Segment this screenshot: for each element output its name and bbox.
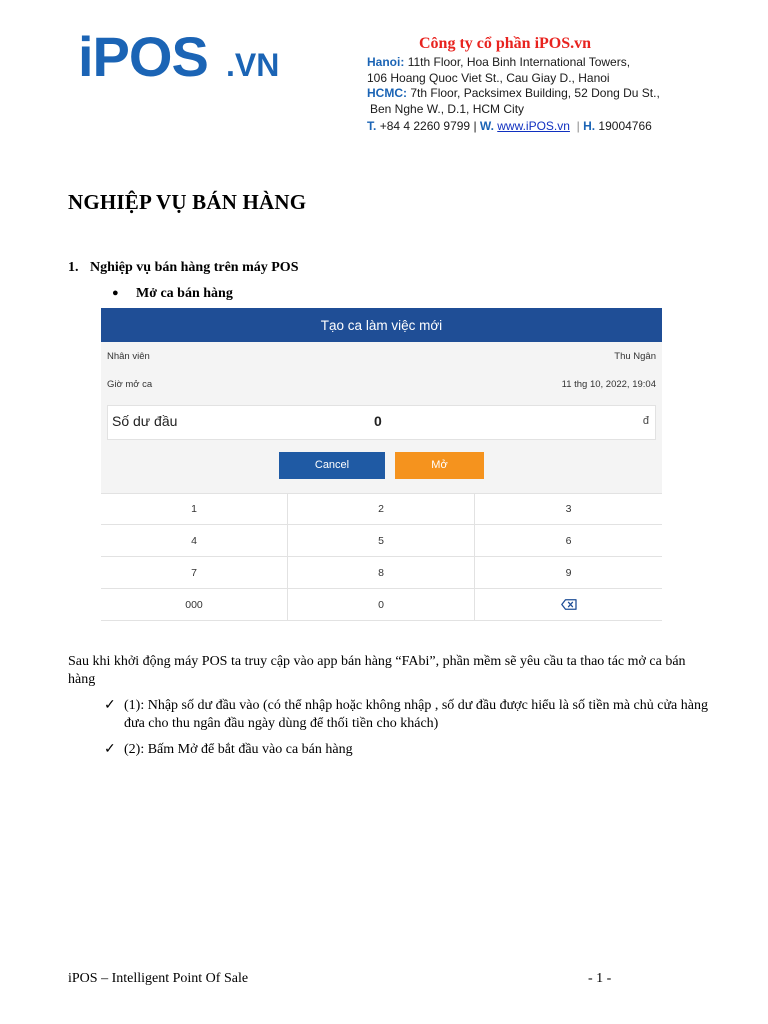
currency-symbol: đ bbox=[642, 415, 649, 427]
section-1-heading: 1. Nghiệp vụ bán hàng trên máy POS bbox=[68, 260, 299, 275]
company-name: Công ty cổ phần iPOS.vn bbox=[419, 35, 592, 52]
keypad-key-000[interactable]: 000 bbox=[101, 589, 288, 621]
open-shift-button[interactable]: Mở bbox=[395, 452, 484, 479]
keypad-key-4[interactable]: 4 bbox=[101, 525, 288, 557]
phone-number: +84 4 2260 9799 bbox=[379, 119, 471, 134]
website-link[interactable]: www.iPOS.vn bbox=[497, 119, 570, 134]
checklist-item-1: ✓ (1): Nhập số dư đầu vào (có thể nhập hoặc không nhập , số dư đầu được hiểu là số tiền mà chủ cửa hàng đưa cho thu ngân đầu ngày dùng để thối tiền cho khách) bbox=[104, 698, 708, 731]
keypad-backspace[interactable] bbox=[475, 589, 662, 621]
checklist-item-2: ✓ (2): Bấm Mở để bắt đầu vào ca bán hàng bbox=[104, 742, 353, 757]
page-number: - 1 - bbox=[588, 971, 612, 986]
staff-label: Nhân viên bbox=[107, 351, 150, 362]
checkmark-icon: ✓ bbox=[104, 698, 116, 713]
checkmark-icon: ✓ bbox=[104, 742, 116, 757]
opening-balance-field[interactable] bbox=[107, 405, 656, 440]
keypad-key-0[interactable]: 0 bbox=[288, 589, 475, 621]
pos-new-shift-screen bbox=[101, 308, 662, 620]
staff-row bbox=[107, 351, 656, 362]
keypad-key-1[interactable]: 1 bbox=[101, 494, 288, 525]
company-info bbox=[367, 34, 707, 135]
keypad-key-3[interactable]: 3 bbox=[475, 494, 662, 525]
staff-value: Thu Ngân bbox=[614, 351, 656, 362]
keypad-key-6[interactable]: 6 bbox=[475, 525, 662, 557]
hcmc-address-line1: HCMC: 7th Floor, Packsimex Building, 52 Dong Du St., bbox=[367, 86, 660, 101]
svg-text:iPOS: iPOS bbox=[78, 33, 208, 81]
footer-text: iPOS – Intelligent Point Of Sale bbox=[68, 971, 249, 986]
open-time-label: Giờ mở ca bbox=[107, 379, 153, 390]
keypad-key-2[interactable]: 2 bbox=[288, 494, 475, 525]
document-title: NGHIỆP VỤ BÁN HÀNG bbox=[68, 190, 307, 214]
intro-paragraph: Sau khi khởi động máy POS ta truy cập vào app bán hàng “FAbi”, phần mềm sẽ yêu cầu ta thao tác mở ca bán hàng bbox=[68, 654, 686, 687]
opening-balance-value: 0 bbox=[374, 413, 382, 429]
contact-line: T. +84 4 2260 9799 | W. www.iPOS.vn | H. 19004766 bbox=[367, 119, 652, 134]
open-time-row bbox=[107, 379, 656, 390]
keypad-key-9[interactable]: 9 bbox=[475, 557, 662, 589]
opening-balance-label: Số dư đầu bbox=[112, 413, 178, 429]
bullet-open-shift: ● Mở ca bán hàng bbox=[112, 286, 233, 301]
hanoi-address-line1: Hanoi: 11th Floor, Hoa Binh International Towers, bbox=[367, 55, 631, 69]
svg-text:.VN: .VN bbox=[226, 47, 280, 81]
bullet-dot-icon: ● bbox=[112, 287, 119, 299]
keypad-key-7[interactable]: 7 bbox=[101, 557, 288, 589]
ipos-logo bbox=[78, 33, 288, 81]
pos-header-title: Tạo ca làm việc mới bbox=[101, 308, 662, 342]
cancel-button[interactable]: Cancel bbox=[279, 452, 385, 479]
keypad-key-5[interactable]: 5 bbox=[288, 525, 475, 557]
numeric-keypad bbox=[101, 493, 662, 621]
hcmc-address-line2: Ben Nghe W., D.1, HCM City bbox=[370, 101, 525, 116]
hanoi-address-line2: 106 Hoang Quoc Viet St., Cau Giay D., Hanoi bbox=[367, 70, 610, 85]
open-time-value: 11 thg 10, 2022, 19:04 bbox=[561, 379, 656, 390]
backspace-icon bbox=[561, 599, 577, 610]
keypad-key-8[interactable]: 8 bbox=[288, 557, 475, 589]
hotline-number: 19004766 bbox=[598, 119, 652, 134]
